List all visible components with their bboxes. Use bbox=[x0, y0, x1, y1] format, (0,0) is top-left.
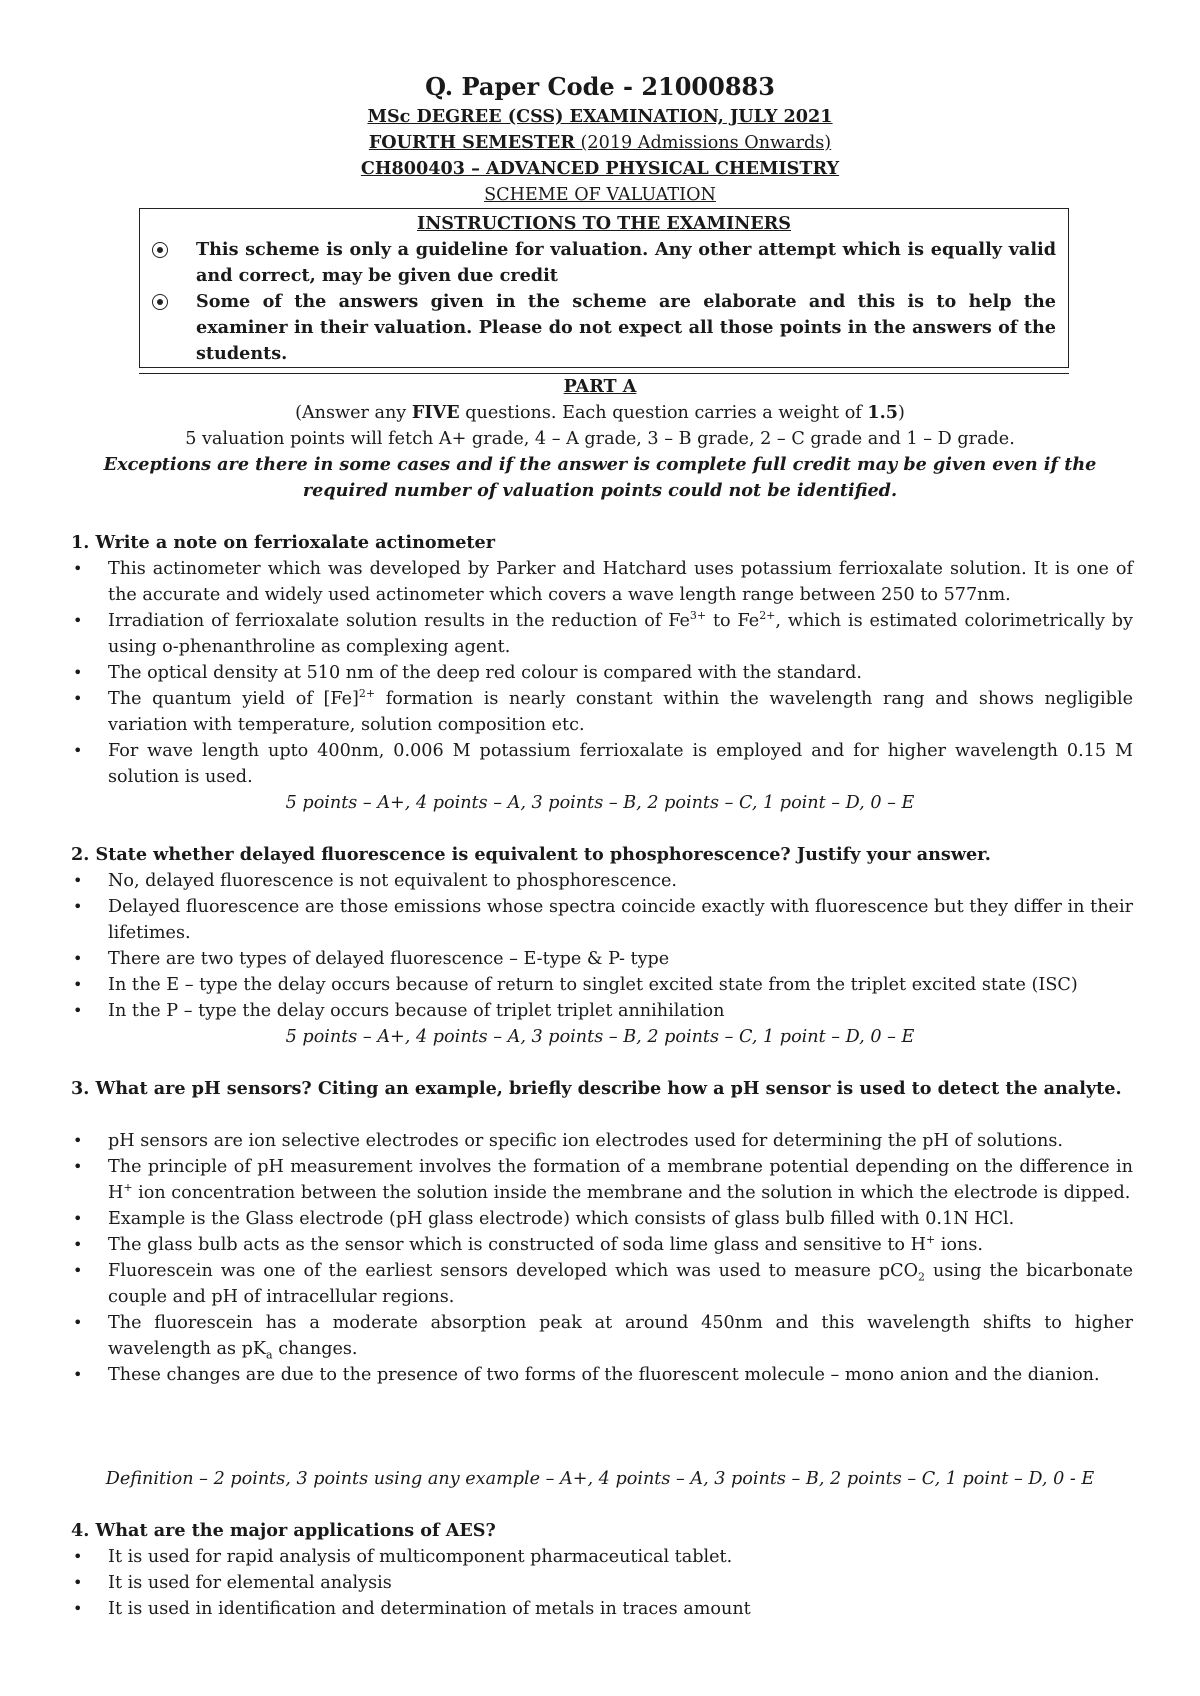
list-item: • It is used for rapid analysis of multicomponent pharmaceutical tablet. bbox=[71, 1544, 1133, 1570]
note-text: questions. Each question carries a weight of bbox=[459, 403, 868, 423]
list-item: • It is used in identification and determination of metals in traces amount bbox=[71, 1596, 1133, 1622]
list-item: • The optical density at 510 nm of the deep red colour is compared with the standard. bbox=[71, 660, 1133, 686]
instruction-text: Some of the answers given in the scheme are elaborate and this is to help the examiner in their valuation. Please do not expect all those points in the answers of the students. bbox=[196, 291, 1056, 364]
list-item: • No, delayed fluorescence is not equivalent to phosphorescence. bbox=[71, 868, 1133, 894]
radio-bullet-icon bbox=[152, 294, 168, 310]
list-item: • Example is the Glass electrode (pH glass electrode) which consists of glass bulb filled with 0.1N HCl. bbox=[71, 1206, 1133, 1232]
instruction-item bbox=[196, 237, 1056, 289]
question-1-title: 1. Write a note on ferrioxalate actinometer bbox=[71, 532, 495, 553]
list-item bbox=[71, 1310, 1133, 1362]
question-1-grading: 5 points – A+, 4 points – A, 3 points – B, 2 points – C, 1 point – D, 0 – E bbox=[285, 793, 915, 813]
scheme-title: SCHEME OF VALUATION bbox=[484, 185, 716, 205]
point-text: The quantum yield of [Fe] bbox=[108, 689, 359, 709]
point-text: The fluorescein has a moderate absorption peak at around 450nm and this wavelength shifts to higher wavelength as pK bbox=[108, 1313, 1133, 1359]
note-count: FIVE bbox=[411, 402, 460, 423]
part-a-note bbox=[0, 400, 1200, 426]
superscript: 2+ bbox=[358, 687, 376, 701]
question-3-title: 3. What are pH sensors? Citing an example, briefly describe how a pH sensor is used to detect the analyte. bbox=[71, 1078, 1122, 1099]
note-text: ) bbox=[898, 403, 905, 423]
list-item: • It is used for elemental analysis bbox=[71, 1570, 1133, 1596]
point-text: ions. bbox=[935, 1235, 983, 1255]
question-3-grading: Definition – 2 points, 3 points using any example – A+, 4 points – A, 3 points – B, 2 points – C, 1 point – D, 0 - E bbox=[105, 1469, 1095, 1489]
point-text: The glass bulb acts as the sensor which is constructed of soda lime glass and sensitive to H bbox=[108, 1235, 926, 1255]
point-text: Fluorescein was one of the earliest sensors developed which was used to measure pCO bbox=[108, 1261, 919, 1281]
list-item: • In the E – type the delay occurs because of return to singlet excited state from the triplet excited state (ISC) bbox=[71, 972, 1133, 998]
part-a-title: PART A bbox=[563, 376, 637, 397]
radio-bullet-icon bbox=[152, 242, 168, 258]
superscript: 2+ bbox=[759, 609, 776, 623]
list-item: • This actinometer which was developed by Parker and Hatchard uses potassium ferrioxalate solution. It is one of the accurate and widely used actinometer which covers a wave length range between 250 to 577nm. bbox=[71, 556, 1133, 608]
list-item: • There are two types of delayed fluorescence – E-type & P- type bbox=[71, 946, 1133, 972]
semester-admissions: (2019 Admissions Onwards) bbox=[574, 133, 832, 153]
list-item bbox=[71, 608, 1133, 660]
question-4-title: 4. What are the major applications of AES? bbox=[71, 1520, 496, 1541]
list-item bbox=[71, 686, 1133, 738]
point-text: ion concentration between the solution inside the membrane and the solution in which the electrode is dipped. bbox=[132, 1183, 1131, 1203]
question-2-points bbox=[71, 868, 1133, 1024]
list-item bbox=[71, 1232, 1133, 1258]
note-text: (Answer any bbox=[295, 403, 412, 423]
list-item bbox=[71, 1154, 1133, 1206]
semester-line bbox=[0, 130, 1200, 156]
note-weight: 1.5 bbox=[867, 402, 899, 423]
semester-label: FOURTH SEMESTER bbox=[368, 132, 575, 153]
exam-header bbox=[0, 104, 1200, 208]
list-item: • For wave length upto 400nm, 0.006 M potassium ferrioxalate is employed and for higher wavelength 0.15 M solution is used. bbox=[71, 738, 1133, 790]
question-3-points bbox=[71, 1128, 1133, 1388]
list-item: • Delayed fluorescence are those emissions whose spectra coincide exactly with fluorescence but they differ in their lifetimes. bbox=[71, 894, 1133, 946]
superscript: + bbox=[123, 1181, 133, 1195]
point-text: Irradiation of ferrioxalate solution results in the reduction of Fe bbox=[108, 611, 690, 631]
subscript: a bbox=[266, 1348, 273, 1362]
course-title: CH800403 – ADVANCED PHYSICAL CHEMISTRY bbox=[360, 158, 840, 179]
point-text: The principle of pH measurement involves the formation of a membrane potential depending on the difference in H bbox=[108, 1157, 1133, 1203]
superscript: 3+ bbox=[689, 609, 707, 623]
instructions-title: INSTRUCTIONS TO THE EXAMINERS bbox=[416, 213, 792, 234]
point-text: formation is nearly constant within the wavelength rang and shows negligible variation with temperature, solution composition etc. bbox=[108, 689, 1133, 735]
point-text: to Fe bbox=[706, 611, 760, 631]
list-item: • These changes are due to the presence of two forms of the fluorescent molecule – mono anion and the dianion. bbox=[71, 1362, 1133, 1388]
valuation-rule: 5 valuation points will fetch A+ grade, 4 – A grade, 3 – B grade, 2 – C grade and 1 – D grade. bbox=[185, 429, 1015, 449]
point-text: changes. bbox=[272, 1339, 358, 1359]
exam-title: MSc DEGREE (CSS) EXAMINATION, JULY 2021 bbox=[367, 106, 833, 127]
question-2-title: 2. State whether delayed fluorescence is equivalent to phosphorescence? Justify your answer. bbox=[71, 844, 991, 865]
list-item bbox=[71, 1258, 1133, 1310]
point-text: using the bicarbonate couple and pH of intracellular regions. bbox=[108, 1261, 1133, 1307]
list-item: • In the P – type the delay occurs because of triplet triplet annihilation bbox=[71, 998, 1133, 1024]
instruction-item bbox=[196, 289, 1056, 367]
question-2-grading: 5 points – A+, 4 points – A, 3 points – B, 2 points – C, 1 point – D, 0 – E bbox=[285, 1027, 915, 1047]
list-item: • pH sensors are ion selective electrodes or specific ion electrodes used for determining the pH of solutions. bbox=[71, 1128, 1133, 1154]
question-4-points bbox=[71, 1544, 1133, 1622]
subscript: 2 bbox=[918, 1270, 926, 1284]
instruction-text: This scheme is only a guideline for valuation. Any other attempt which is equally valid and correct, may be given due credit bbox=[196, 239, 1056, 286]
question-1-points bbox=[71, 556, 1133, 790]
exceptions-note: Exceptions are there in some cases and if the answer is complete full credit may be given even if the required number of valuation points could not be identified. bbox=[103, 454, 1097, 501]
superscript: + bbox=[925, 1233, 936, 1247]
paper-code: Q. Paper Code - 21000883 bbox=[425, 72, 775, 101]
point-text: , which is estimated colorimetrically by using o-phenanthroline as complexing agent. bbox=[108, 611, 1133, 657]
instructions-box bbox=[139, 208, 1069, 368]
